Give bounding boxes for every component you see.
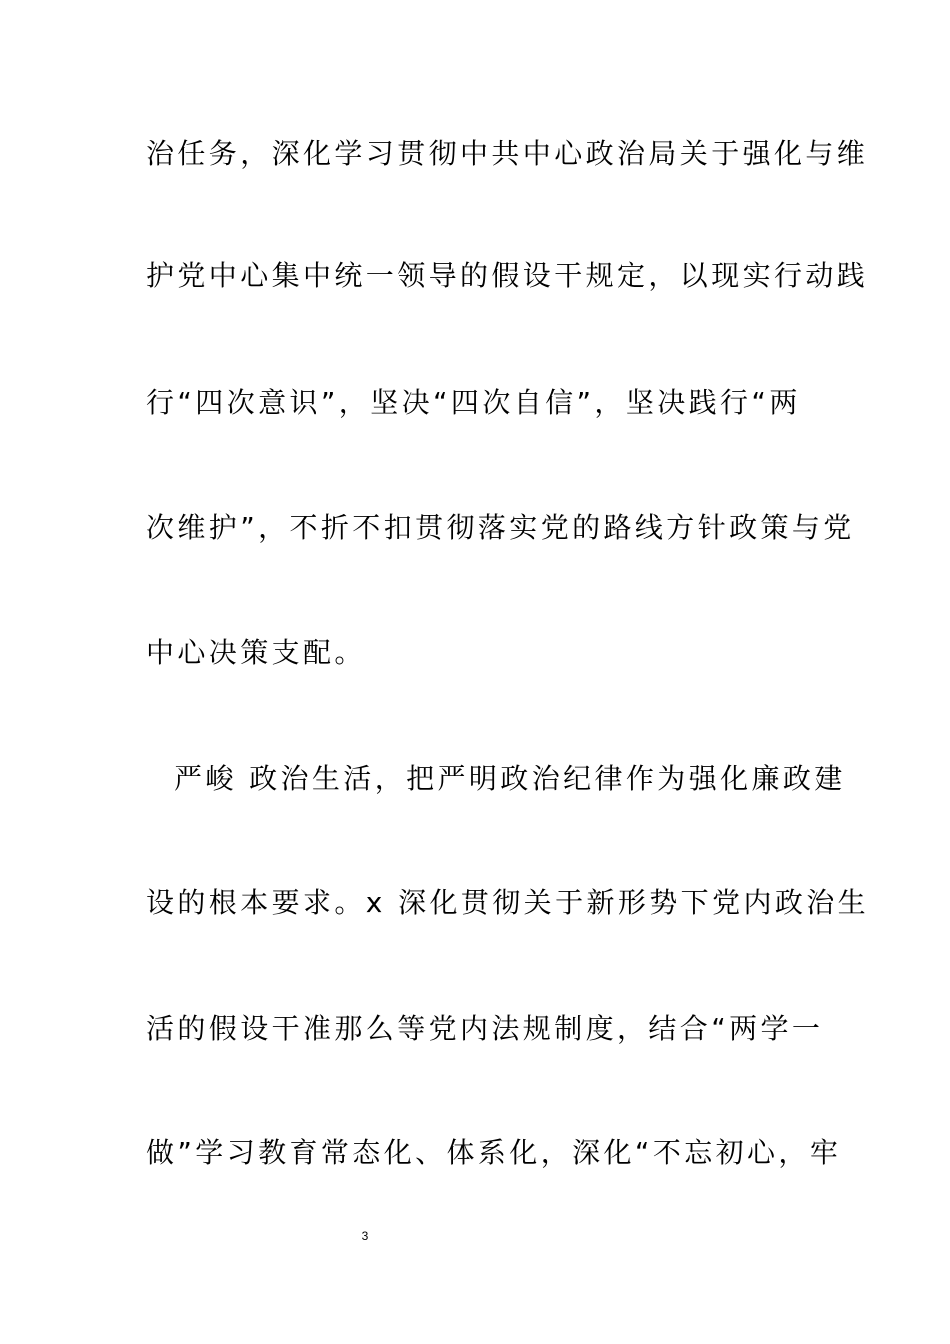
paragraph-2-line-1: 严峻 政治生活，把严明政治纪律作为强化廉政建 bbox=[174, 762, 846, 795]
paragraph-1-line-2: 护党中心集中统一领导的假设干规定，以现实行动践 bbox=[146, 259, 869, 292]
paragraph-2-line-2: 设的根本要求。x 深化贯彻关于新形势下党内政治生 bbox=[146, 886, 870, 919]
paragraph-1-line-1: 治任务，深化学习贯彻中共中心政治局关于强化与维 bbox=[146, 137, 869, 170]
paragraph-2-line-3: 活的假设干准那么等党内法规制度，结合“两学一 bbox=[146, 1012, 824, 1045]
paragraph-1-line-5: 中心决策支配。 bbox=[146, 636, 366, 669]
paragraph-2-line-4: 做”学习教育常态化、体系化，深化“不忘初心，牢 bbox=[146, 1136, 842, 1169]
paragraph-1-line-3: 行“四次意识”，坚决“四次自信”，坚决践行“两 bbox=[146, 386, 801, 419]
page-number: 3 bbox=[361, 1229, 369, 1243]
paragraph-1-line-4: 次维护”，不折不扣贯彻落实党的路线方针政策与党 bbox=[146, 511, 855, 544]
